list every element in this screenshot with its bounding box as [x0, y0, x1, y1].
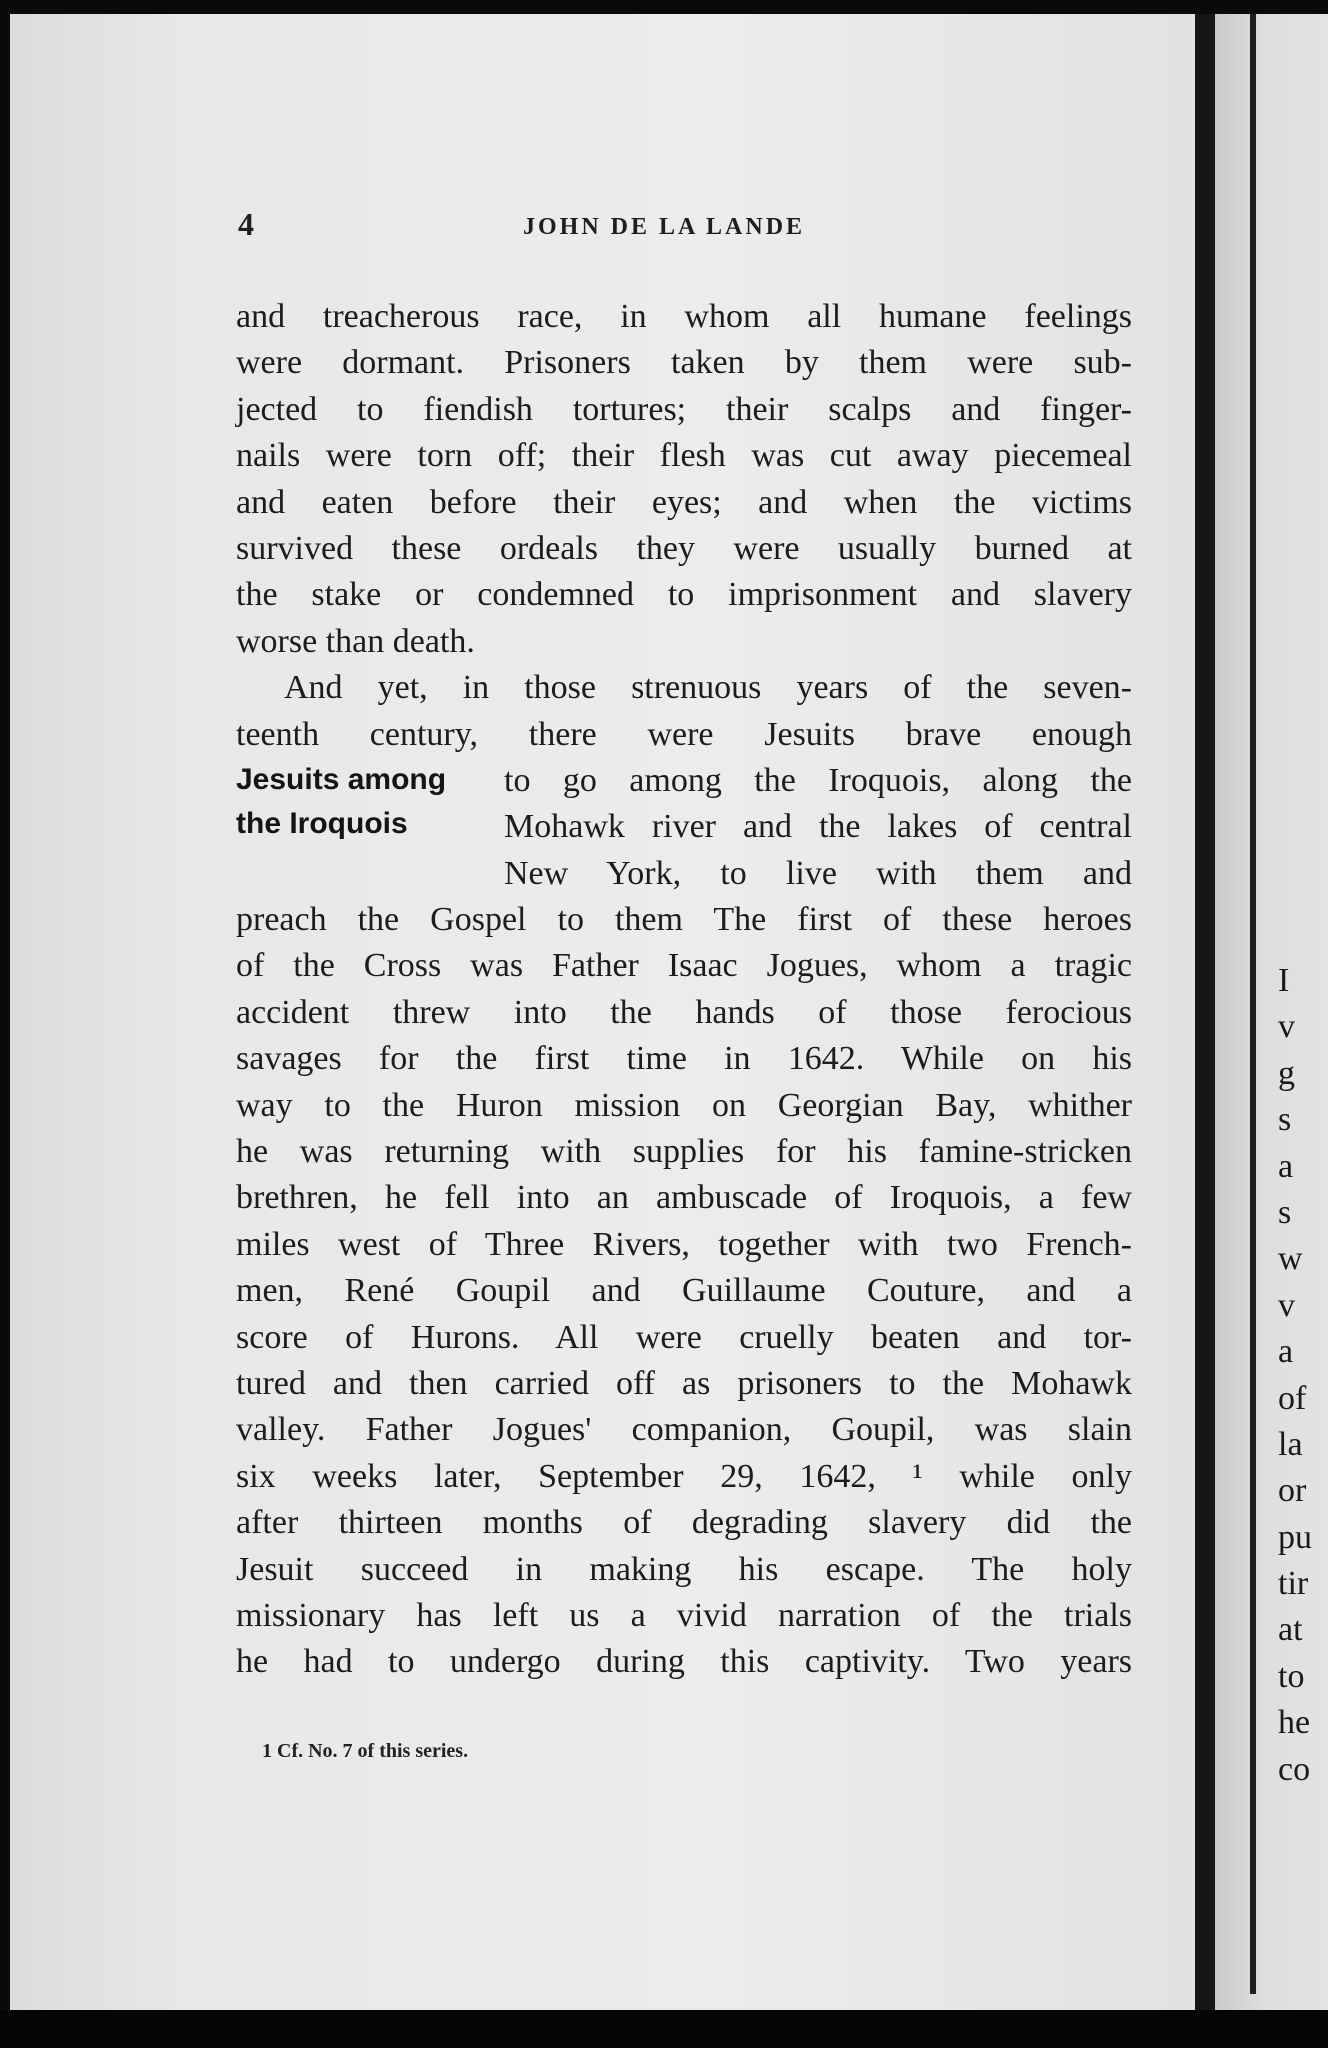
sidenote-block	[236, 758, 1132, 897]
text-line: jected to fiendish tortures; their scalps and finger-	[236, 390, 1132, 428]
body-text	[236, 294, 1132, 1686]
text-line: men, René Goupil and Guillaume Couture, and a	[236, 1272, 1132, 1310]
facing-page-text	[1278, 958, 1328, 1793]
fragment: co	[1278, 1750, 1311, 1788]
text-line: score of Hurons. All were cruelly beaten and tor-	[236, 1318, 1132, 1356]
text-line: missionary has left us a vivid narration of the trials	[236, 1596, 1132, 1634]
text-line: survived these ordeals they were usually burned at	[236, 529, 1132, 567]
text-line: valley. Father Jogues' companion, Goupil, was slain	[236, 1411, 1132, 1449]
fragment: la	[1278, 1425, 1303, 1463]
text-line: And yet, in those strenuous years of the seven-	[284, 669, 1132, 707]
text-line: and eaten before their eyes; and when the victims	[236, 483, 1132, 521]
scan-border	[0, 2010, 1328, 2048]
text-line: Mohawk river and the lakes of central	[504, 808, 1132, 846]
text-line: teenth century, there were Jesuits brave enough	[236, 715, 1132, 753]
text-line: were dormant. Prisoners taken by them were sub-	[236, 344, 1132, 382]
text-line: he had to undergo during this captivity. Two years	[236, 1643, 1132, 1681]
page-gutter	[1195, 14, 1215, 2014]
footnote: 1 Cf. No. 7 of this series.	[262, 1740, 469, 1762]
fragment: a	[1278, 1147, 1294, 1185]
margin-sidenote	[236, 758, 491, 846]
text-line: savages for the first time in 1642. While on his	[236, 1040, 1132, 1078]
fragment: or	[1278, 1472, 1307, 1510]
text-line: the stake or condemned to imprisonment and slavery	[236, 576, 1132, 614]
text-line: nails were torn off; their flesh was cut away piecemeal	[236, 437, 1132, 475]
fragment: v	[1278, 1286, 1295, 1324]
fragment: I	[1278, 962, 1290, 999]
fragment: s	[1278, 1193, 1292, 1231]
text-line: tured and then carried off as prisoners to the Mohawk	[236, 1365, 1132, 1402]
fragment: tir	[1278, 1565, 1309, 1603]
fragment: he	[1278, 1704, 1311, 1742]
text-line: brethren, he fell into an ambuscade of Iroquois, a few	[236, 1179, 1132, 1217]
page-number: 4	[238, 206, 254, 242]
fragment: a	[1278, 1333, 1294, 1371]
running-head	[238, 206, 1130, 250]
text-line: preach the Gospel to them The first of these heroes	[236, 901, 1132, 939]
fragment: s	[1278, 1101, 1292, 1139]
text-line: New York, to live with them and	[504, 854, 1132, 892]
facing-page-edge	[1250, 14, 1256, 1994]
fragment: v	[1278, 1008, 1295, 1046]
sidenote-line: Jesuits among	[236, 762, 447, 796]
text-line: worse than death.	[236, 622, 475, 660]
text-line: Jesuit succeed in making his escape. The holy	[236, 1550, 1132, 1588]
fragment: g	[1278, 1054, 1295, 1092]
text-line: six weeks later, September 29, 1642, ¹ while only	[236, 1457, 1132, 1495]
fragment: at	[1278, 1611, 1303, 1649]
text-line: of the Cross was Father Isaac Jogues, whom a tragic	[236, 947, 1132, 985]
running-title: JOHN DE LA LANDE	[523, 214, 806, 240]
text-line: after thirteen months of degrading slavery did the	[236, 1504, 1132, 1542]
text-line: he was returning with supplies for his famine-stricken	[236, 1133, 1132, 1171]
text-line: way to the Huron mission on Georgian Bay, whither	[236, 1086, 1132, 1124]
text-line: miles west of Three Rivers, together with two French-	[236, 1225, 1132, 1263]
text-line: and treacherous race, in whom all humane feelings	[236, 298, 1132, 335]
text-line: accident threw into the hands of those ferocious	[236, 993, 1132, 1031]
text-line: to go among the Iroquois, along the	[504, 761, 1132, 799]
fragment: to	[1278, 1657, 1305, 1695]
sidenote-line: the Iroquois	[236, 806, 408, 840]
fragment: w	[1278, 1240, 1303, 1278]
fragment: of	[1278, 1379, 1307, 1417]
fragment: pu	[1278, 1518, 1312, 1556]
